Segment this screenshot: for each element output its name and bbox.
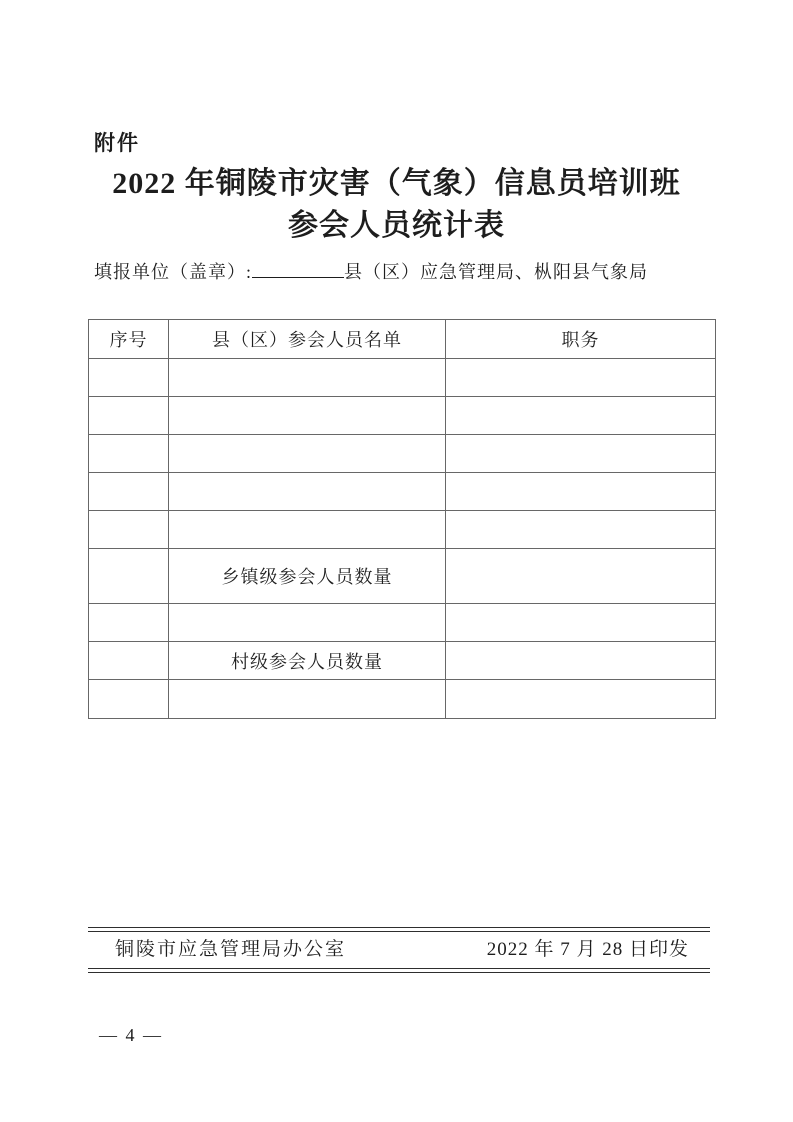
table-row [89, 511, 716, 549]
reporting-unit-suffix: 县（区）应急管理局、枞阳县气象局 [344, 262, 649, 282]
seq-cell [89, 397, 169, 435]
footer-print-date: 2022 年 7 月 28 日印发 [486, 939, 689, 960]
title-line-1: 2022 年铜陵市灾害（气象）信息员培训班 [112, 167, 681, 200]
name-cell [169, 435, 446, 473]
attachment-label: 附件 [94, 132, 140, 155]
table-row-township-count [89, 549, 716, 604]
table-row-village-count [89, 642, 716, 680]
reporting-unit-line [94, 258, 648, 284]
footer-issuer: 铜陵市应急管理局办公室 [115, 939, 347, 960]
name-cell [169, 397, 446, 435]
table-row [89, 435, 716, 473]
position-cell [446, 511, 716, 549]
name-cell: 乡镇级参会人员数量 [169, 549, 446, 604]
footer-bottom-rule [88, 968, 710, 973]
name-cell [169, 680, 446, 719]
name-cell: 村级参会人员数量 [169, 642, 446, 680]
position-cell [446, 397, 716, 435]
table-row [89, 397, 716, 435]
position-cell [446, 549, 716, 604]
table-row [89, 473, 716, 511]
position-cell [446, 435, 716, 473]
document-title [0, 163, 793, 247]
table-row [89, 359, 716, 397]
header-seq: 序号 [89, 320, 169, 359]
title-line-2: 参会人员统计表 [288, 209, 505, 242]
seq-cell [89, 604, 169, 642]
reporting-unit-prefix: 填报单位（盖章）: [94, 262, 253, 282]
seq-cell [89, 549, 169, 604]
table-header-row [89, 320, 716, 359]
seq-cell [89, 680, 169, 719]
header-position: 职务 [446, 320, 716, 359]
position-cell [446, 604, 716, 642]
position-cell [446, 359, 716, 397]
seq-cell [89, 511, 169, 549]
attendee-table [88, 319, 716, 719]
seq-cell [89, 473, 169, 511]
seq-cell [89, 359, 169, 397]
page-number: — 4 — [99, 1025, 163, 1045]
seq-cell [89, 642, 169, 680]
table-row [89, 604, 716, 642]
name-cell [169, 473, 446, 511]
name-cell [169, 359, 446, 397]
position-cell [446, 473, 716, 511]
seq-cell [89, 435, 169, 473]
table-row [89, 680, 716, 719]
footer-imprint-row [88, 932, 710, 968]
name-cell [169, 604, 446, 642]
fill-in-blank-underline [252, 259, 344, 278]
position-cell [446, 680, 716, 719]
header-name-list: 县（区）参会人员名单 [169, 320, 446, 359]
position-cell [446, 642, 716, 680]
name-cell [169, 511, 446, 549]
